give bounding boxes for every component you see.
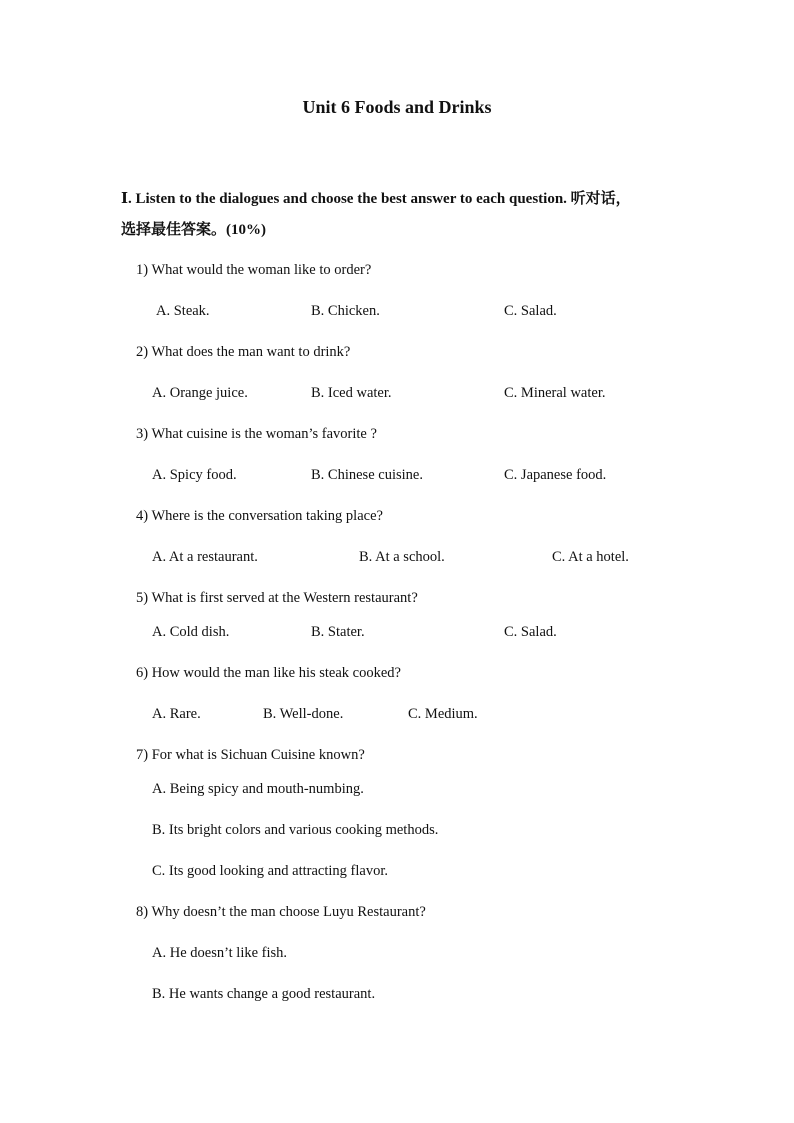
- q5-option-a: A. Cold dish.: [152, 624, 230, 640]
- q4-option-a: A. At a restaurant.: [152, 549, 258, 565]
- section-heading-line1: Ⅰ. Listen to the dialogues and choose the best answer to each question. 听对话，: [121, 191, 631, 207]
- question-5: 5) What is first served at the Western restaurant?: [136, 590, 418, 606]
- q5-option-c: C. Salad.: [504, 624, 557, 640]
- q2-option-c: C. Mineral water.: [504, 385, 606, 401]
- question-1: 1) What would the woman like to order?: [136, 262, 372, 278]
- q2-option-b: B. Iced water.: [311, 385, 392, 401]
- q3-option-c: C. Japanese food.: [504, 467, 607, 483]
- q1-option-c: C. Salad.: [504, 303, 557, 319]
- q7-option-b: B. Its bright colors and various cooking methods.: [152, 822, 439, 838]
- question-4: 4) Where is the conversation taking place?: [136, 508, 383, 524]
- q6-option-c: C. Medium.: [408, 706, 478, 722]
- q1-option-a: A. Steak.: [156, 303, 210, 319]
- q6-option-a: A. Rare.: [152, 706, 201, 722]
- question-7: 7) For what is Sichuan Cuisine known?: [136, 747, 365, 763]
- q3-option-a: A. Spicy food.: [152, 467, 237, 483]
- section-heading-line2: 选择最佳答案。(10%): [121, 222, 266, 238]
- q8-option-a: A. He doesn’t like fish.: [152, 945, 288, 961]
- q5-option-b: B. Stater.: [311, 624, 365, 640]
- q4-option-c: C. At a hotel.: [552, 549, 629, 565]
- question-8: 8) Why doesn’t the man choose Luyu Restaurant?: [136, 904, 426, 920]
- q2-option-a: A. Orange juice.: [152, 385, 248, 401]
- q3-option-b: B. Chinese cuisine.: [311, 467, 423, 483]
- q1-option-b: B. Chicken.: [311, 303, 380, 319]
- q6-option-b: B. Well-done.: [263, 706, 344, 722]
- question-6: 6) How would the man like his steak cooked?: [136, 665, 401, 681]
- page-title: Unit 6 Foods and Drinks: [302, 97, 492, 117]
- question-3: 3) What cuisine is the woman’s favorite ?: [136, 426, 377, 442]
- question-2: 2) What does the man want to drink?: [136, 344, 351, 360]
- q7-option-c: C. Its good looking and attracting flavor.: [152, 863, 388, 879]
- q8-option-b: B. He wants change a good restaurant.: [152, 986, 376, 1002]
- q4-option-b: B. At a school.: [359, 549, 445, 565]
- q7-option-a: A. Being spicy and mouth-numbing.: [152, 781, 364, 797]
